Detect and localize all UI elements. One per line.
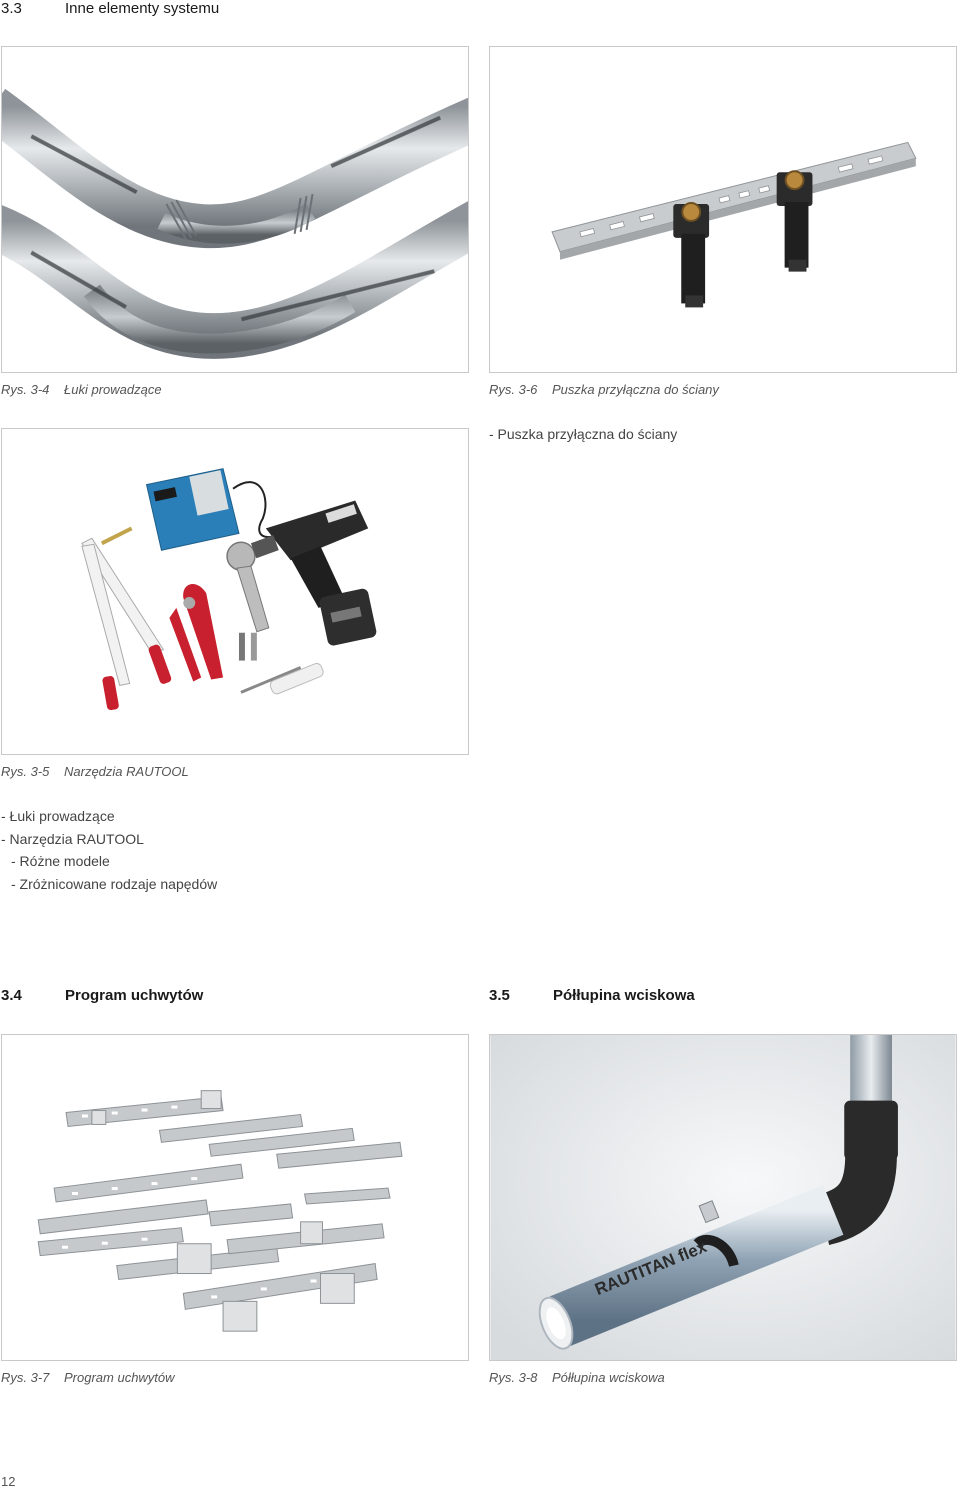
figure-number: Rys. 3-5: [1, 764, 50, 779]
section-title: Półłupina wciskowa: [553, 987, 695, 1004]
bullet-subitem: - Zróżnicowane rodzaje napędów: [11, 875, 218, 892]
bullet-item: - Łuki prowadzące: [1, 808, 115, 824]
figure-caption-text: Program uchwytów: [64, 1370, 175, 1385]
figure-caption: [489, 1370, 957, 1388]
bullet-list-left: [1, 805, 217, 895]
figure-number: Rys. 3-7: [1, 1370, 50, 1385]
figure-press-half-shell: [489, 1034, 957, 1361]
header-section-title: Inne elementy systemu: [65, 0, 220, 17]
bracket-program-illustration: [2, 1035, 468, 1360]
rautool-tools-illustration: [2, 429, 468, 754]
figure-caption-text: Łuki prowadzące: [64, 382, 162, 397]
figure-pipe-bends: [1, 46, 469, 373]
figure-caption: [489, 382, 957, 400]
section-number: 3.5: [489, 987, 510, 1004]
figure-number: Rys. 3-4: [1, 382, 50, 397]
bullet-list-right: [489, 423, 677, 446]
figure-caption: [1, 382, 469, 400]
header-section-number: 3.3: [1, 0, 22, 17]
wall-bracket-illustration: [490, 47, 956, 372]
figure-number: Rys. 3-8: [489, 1370, 538, 1385]
bullet-item: - Puszka przyłączna do ściany: [489, 426, 678, 442]
figure-number: Rys. 3-6: [489, 382, 538, 397]
bullet-subitem: - Różne modele: [11, 853, 110, 869]
figure-wall-bracket: [489, 46, 957, 373]
figure-caption-text: Półłupina wciskowa: [552, 1370, 665, 1385]
figure-caption-text: Puszka przyłączna do ściany: [552, 382, 719, 397]
section-title: Program uchwytów: [65, 987, 204, 1004]
press-half-shell-illustration: [490, 1035, 956, 1360]
figure-caption: [1, 1370, 469, 1388]
pipe-brand-text: RAUTITAN flex: [592, 1236, 710, 1300]
page-number: 12: [1, 1474, 16, 1489]
figure-caption: [1, 764, 469, 782]
figure-rautool-tools: [1, 428, 469, 755]
bullet-item: - Narzędzia RAUTOOL: [1, 830, 144, 847]
section-number: 3.4: [1, 987, 22, 1004]
pipe-bends-illustration: [2, 47, 468, 372]
figure-bracket-program: [1, 1034, 469, 1361]
figure-caption-text: Narzędzia RAUTOOL: [64, 764, 189, 779]
